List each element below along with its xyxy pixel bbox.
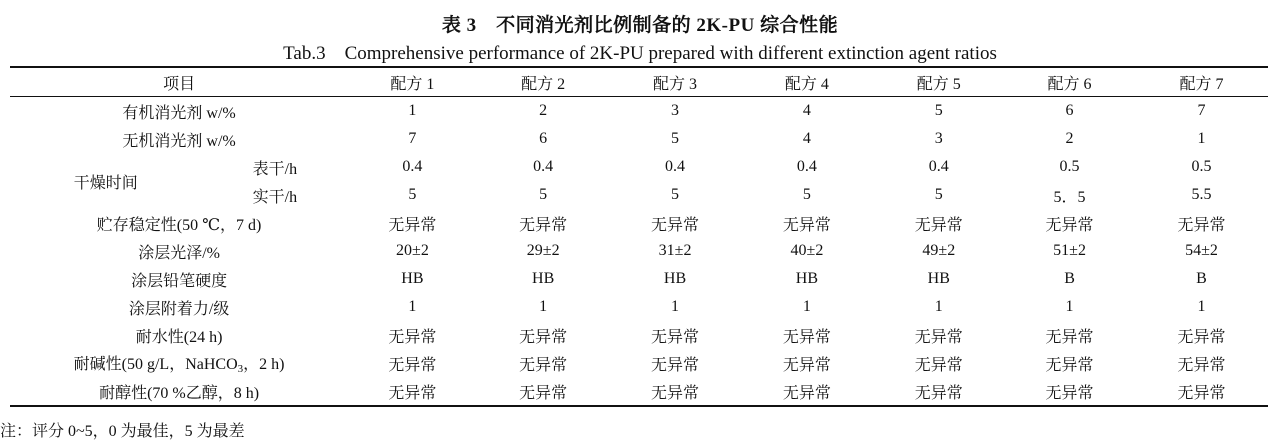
table-cell: 4 bbox=[802, 102, 811, 119]
table-cell: 无异常 bbox=[1177, 384, 1226, 402]
table-cell: 0.4 bbox=[928, 158, 949, 175]
table-row bbox=[10, 237, 1268, 265]
row-label: 无机消光剂 w/% bbox=[122, 132, 236, 150]
header-formula-4: 配方 4 bbox=[784, 75, 829, 93]
table-row bbox=[10, 349, 1268, 377]
table-cell: 无异常 bbox=[782, 328, 831, 346]
table-row bbox=[10, 377, 1268, 406]
row-label: 耐水性(24 h) bbox=[135, 328, 223, 346]
row-label bbox=[10, 349, 348, 377]
table-cell: 无异常 bbox=[782, 356, 831, 374]
table-row bbox=[10, 97, 1268, 126]
table-cell: 无异常 bbox=[782, 216, 831, 234]
table-cell: 49±2 bbox=[922, 242, 956, 259]
row-label: 有机消光剂 w/% bbox=[122, 104, 236, 122]
table-cell: HB bbox=[401, 270, 424, 287]
table-cell: 5 bbox=[934, 186, 943, 203]
table-row bbox=[10, 125, 1268, 153]
label-subscript: 3 bbox=[237, 363, 244, 375]
table-cell: HB bbox=[927, 270, 950, 287]
label-text: 耐碱性(50 g/L，NaHCO bbox=[73, 356, 238, 373]
table-row bbox=[10, 153, 1268, 181]
table-cell: 无异常 bbox=[1045, 328, 1094, 346]
table-title-chinese: 表 3 不同消光剂比例制备的 2K-PU 综合性能 bbox=[441, 15, 839, 36]
table-cell: 无异常 bbox=[388, 384, 437, 402]
table-cell: 1 bbox=[539, 298, 548, 315]
table-cell: 无异常 bbox=[519, 216, 568, 234]
table-cell: 3 bbox=[671, 102, 680, 119]
table-cell: 29±2 bbox=[526, 242, 560, 259]
table-cell: 5 bbox=[671, 130, 680, 147]
row-label-drying-time: 干燥时间 bbox=[73, 174, 138, 192]
table-cell: 0.4 bbox=[402, 158, 423, 175]
table-cell: B bbox=[1064, 270, 1075, 287]
table-cell: 0.4 bbox=[665, 158, 686, 175]
table-cell: 无异常 bbox=[651, 216, 700, 234]
table-cell: 无异常 bbox=[1045, 356, 1094, 374]
row-label: 耐醇性(70 %乙醇，8 h) bbox=[99, 384, 260, 402]
table-cell: 5.5 bbox=[1191, 186, 1212, 203]
table-row bbox=[10, 321, 1268, 349]
table-cell: 54±2 bbox=[1185, 242, 1218, 259]
table-cell: 无异常 bbox=[1177, 356, 1226, 374]
table-cell: HB bbox=[795, 270, 819, 287]
table-cell: 40±2 bbox=[790, 242, 824, 259]
row-label: 贮存稳定性(50 ℃，7 d) bbox=[96, 216, 262, 234]
row-label: 涂层附着力/级 bbox=[128, 300, 230, 318]
label-text: ，2 h) bbox=[243, 356, 285, 373]
row-label: 涂层铅笔硬度 bbox=[131, 272, 228, 290]
header-formula-5: 配方 5 bbox=[916, 75, 961, 93]
table-cell: HB bbox=[532, 270, 555, 287]
table-cell: 无异常 bbox=[651, 328, 700, 346]
table-cell: 6 bbox=[539, 130, 548, 147]
table-cell: 5 bbox=[671, 186, 680, 203]
table-cell: 2 bbox=[539, 102, 548, 119]
table-cell: 5 bbox=[802, 186, 811, 203]
table-cell: 2 bbox=[1065, 130, 1074, 147]
table-row bbox=[10, 209, 1268, 237]
table-cell: 无异常 bbox=[1045, 384, 1094, 402]
table-cell: 31±2 bbox=[658, 242, 692, 259]
table-cell: 1 bbox=[1197, 130, 1206, 147]
table-cell: 5 bbox=[539, 186, 548, 203]
table-cell: 无异常 bbox=[388, 216, 437, 234]
table-cell: 3 bbox=[934, 130, 943, 147]
header-item: 项目 bbox=[163, 75, 196, 93]
table-cell: 0.5 bbox=[1059, 158, 1080, 175]
table-cell: 5 bbox=[934, 102, 943, 119]
table-cell: 0.4 bbox=[796, 158, 817, 175]
table-cell: 1 bbox=[802, 298, 811, 315]
table-cell: 无异常 bbox=[1177, 328, 1226, 346]
header-formula-6: 配方 6 bbox=[1047, 75, 1092, 93]
table-row bbox=[10, 265, 1268, 293]
table-cell: 6 bbox=[1065, 102, 1074, 119]
table-cell: 无异常 bbox=[519, 356, 568, 374]
table-footnote: 注：评分 0~5，0 为最佳，5 为最差 bbox=[0, 423, 245, 440]
table-cell: 无异常 bbox=[1177, 216, 1226, 234]
table-cell: 20±2 bbox=[396, 242, 429, 259]
table-cell: B bbox=[1196, 270, 1207, 287]
table-cell: 5．5 bbox=[1053, 188, 1086, 206]
table-cell: 无异常 bbox=[914, 384, 963, 402]
table-cell: 7 bbox=[408, 130, 417, 147]
table-cell: 无异常 bbox=[388, 356, 437, 374]
table-header-row bbox=[10, 67, 1268, 97]
table-cell: 1 bbox=[1065, 298, 1074, 315]
table-cell: 无异常 bbox=[914, 216, 963, 234]
table-cell: 无异常 bbox=[651, 384, 700, 402]
table-cell: 无异常 bbox=[651, 356, 700, 374]
table-cell: 5 bbox=[408, 186, 417, 203]
table-cell: 无异常 bbox=[914, 328, 963, 346]
row-label: 涂层光泽/% bbox=[138, 244, 220, 262]
header-formula-7: 配方 7 bbox=[1179, 75, 1224, 93]
table-cell: 无异常 bbox=[1045, 216, 1094, 234]
table-cell: 1 bbox=[408, 102, 417, 119]
table-cell: 1 bbox=[1197, 298, 1206, 315]
header-formula-3: 配方 3 bbox=[653, 75, 698, 93]
row-sublabel: 表干/h bbox=[252, 160, 298, 178]
table-cell: 7 bbox=[1197, 102, 1206, 119]
table-cell: 51±2 bbox=[1053, 242, 1086, 259]
table-cell: 4 bbox=[802, 130, 811, 147]
performance-table bbox=[10, 66, 1268, 407]
table-cell: 无异常 bbox=[388, 328, 437, 346]
table-cell: 0.5 bbox=[1191, 158, 1212, 175]
table-cell: 1 bbox=[934, 298, 943, 315]
row-sublabel: 实干/h bbox=[252, 188, 298, 206]
table-cell: 无异常 bbox=[519, 328, 568, 346]
table-cell: 无异常 bbox=[914, 356, 963, 374]
table-cell: HB bbox=[663, 270, 687, 287]
header-formula-2: 配方 2 bbox=[521, 75, 566, 93]
table-cell: 无异常 bbox=[519, 384, 568, 402]
table-row bbox=[10, 293, 1268, 321]
table-cell: 无异常 bbox=[782, 384, 831, 402]
table-cell: 0.4 bbox=[533, 158, 554, 175]
table-cell: 1 bbox=[671, 298, 680, 315]
header-formula-1: 配方 1 bbox=[390, 75, 435, 93]
table-title-english: Tab.3 Comprehensive performance of 2K-PU prepared with different extinction agent ratios bbox=[283, 43, 997, 64]
table-cell: 1 bbox=[408, 298, 417, 315]
